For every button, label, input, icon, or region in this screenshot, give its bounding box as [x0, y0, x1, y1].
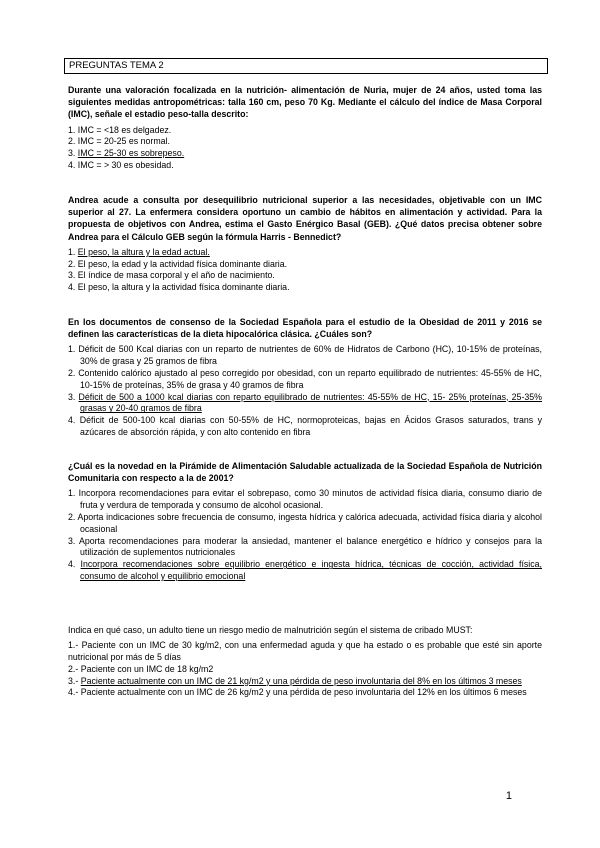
option-number: 4.: [68, 282, 76, 293]
option-number: 1.: [68, 344, 76, 355]
option-number: 2.: [68, 512, 76, 522]
option-number: 3.: [68, 148, 76, 159]
question-5: [68, 624, 542, 699]
option-text: Aporta recomendaciones para moderar la ansiedad, mantener el balance energético e hídrico y consejos para la utilización de suplementos nutricionales: [78, 535, 542, 558]
option-text: Déficit de 500 Kcal diarias con un reparto de nutrientes de 60% de Hidratos de Carbono (HC), 10-15% de proteínas, 30% de grasa y 25 gramos de fibra: [78, 344, 542, 367]
option: [68, 512, 542, 536]
option-text: IMC = 20-25 es normal.: [77, 136, 170, 147]
option: [68, 640, 542, 664]
option-text: IMC = > 30 es obesidad.: [77, 160, 174, 170]
option-text: El peso, la altura y la edad actual.: [77, 246, 210, 257]
option-text: Paciente actualmente con un IMC de 26 kg/m2 y una pérdida de peso involuntaria del 12% en los últimos 6 meses: [80, 687, 527, 698]
option: [68, 160, 542, 172]
question-1: [68, 84, 542, 172]
option-correct: [68, 559, 542, 583]
option-correct: [68, 392, 542, 416]
option-text: Déficit de 500-100 kcal diarias con 50-55% de HC, normoproteicas, bajas en Ácidos Grasos saturados, trans y azúcares de absorción rápida, y con alto contenido en fibra: [79, 415, 542, 437]
question-1-options: [68, 125, 542, 172]
option-number: 1.: [68, 488, 76, 499]
option-text: El índice de masa corporal y el año de nacimiento.: [77, 270, 275, 281]
option: [68, 488, 542, 512]
option-number: 1.: [68, 246, 76, 257]
option: [68, 664, 542, 676]
option-correct: [68, 676, 542, 688]
question-2-options: [68, 247, 542, 294]
question-4-options: [68, 488, 542, 582]
option: [68, 687, 542, 699]
option-number: 3.: [68, 535, 76, 546]
question-2: [68, 194, 542, 294]
option-number: 4.: [68, 559, 76, 570]
option: [68, 415, 542, 439]
option-text: El peso, la altura y la actividad física dominante diaria.: [77, 282, 290, 293]
question-4-text: ¿Cuál es la novedad en la Pirámide de Alimentación Saludable actualizada de la Sociedad Española de Nutrición Comunitaria con respecto a la de 2001?: [68, 461, 542, 484]
option-number: 2.: [68, 258, 76, 269]
option-number: 4.-: [68, 687, 79, 698]
option: [68, 136, 542, 148]
option-text: El peso, la edad y la actividad física dominante diaria.: [77, 258, 288, 269]
option-text: Paciente con un IMC de 18 kg/m2: [80, 663, 214, 674]
question-5-options: [68, 640, 542, 699]
option-number: 4.: [68, 415, 76, 426]
question-4: [68, 460, 542, 583]
option-text: Paciente actualmente con un IMC de 21 kg/m2 y una pérdida de peso involuntaria del 8% en los últimos 3 meses: [80, 675, 522, 686]
option-text: Aporta indicaciones sobre frecuencia de consumo, ingesta hídrica y calórica adecuada, actividad física diaria y alcohol ocasional: [77, 512, 542, 534]
page-title: PREGUNTAS TEMA 2: [64, 58, 548, 74]
option: [68, 536, 542, 560]
option-number: 2.: [68, 136, 76, 147]
option-text: Incorpora recomendaciones sobre equilibrio energético e ingesta hídrica, técnicas de cocción, actividad física, consumo de alcohol y equilibrio emocional: [80, 559, 542, 581]
option: [68, 259, 542, 271]
option-text: Contenido calórico ajustado al peso corregido por obesidad, con un reparto equilibrado de nutrientes: 45-55% de HC, 10-15% de proteínas, 35% de grasa y 40 gramos de fibra: [78, 368, 542, 390]
option-number: 3.-: [68, 675, 79, 686]
option: [68, 282, 542, 294]
question-2-text: Andrea acude a consulta por desequilibrio nutricional superior a las necesidades, objetivable con un IMC superior al 27. La enfermera considera oportuno un cambio de hábitos en alimentación y actividad. Para la propuesta de objetivos con Andrea, estima el Gasto Enérgico Basal (GEB). ¿Qué datos precisa obtener sobre Andrea para el Cálculo GEB según la fórmula Harris - Bennedict?: [68, 195, 542, 242]
option-text: Incorpora recomendaciones para evitar el sobrepaso, como 30 minutos de actividad física diaria, consumo diario de fruta y verdura de temporada y consumo de alcohol ocasional.: [78, 488, 542, 511]
question-3-text: En los documentos de consenso de la Sociedad Española para el estudio de la Obesidad de 2011 y 2016 se definen las características de la dieta hipocalórica clásica. ¿Cuáles son?: [68, 317, 542, 340]
option-text: IMC = <18 es delgadez.: [77, 124, 172, 135]
option: [68, 368, 542, 392]
question-5-text: Indica en qué caso, un adulto tiene un riesgo medio de malnutrición según el sistema de cribado MUST:: [68, 625, 473, 635]
option-correct: [68, 247, 542, 259]
option-number: 2.-: [68, 663, 79, 674]
question-3-options: [68, 344, 542, 438]
option: [68, 344, 542, 368]
option: [68, 125, 542, 137]
page-number: 1: [505, 790, 512, 802]
option-correct: [68, 148, 542, 160]
option-number: 1.-: [68, 640, 79, 651]
option-text: Paciente con un IMC de 30 kg/m2, con una enfermedad aguda y que ha estado o es probable que esté sin aporte nutricional por más de 5 días: [68, 640, 542, 662]
option-text: Déficit de 500 a 1000 kcal diarias con reparto equilibrado de nutrientes: 45-55% de HC, 15- 25% proteínas, 25-35% grasas y 20-40 gramos de fibra: [78, 391, 542, 414]
option-number: 2.: [68, 368, 76, 378]
question-1-text: Durante una valoración focalizada en la nutrición- alimentación de Nuria, mujer de 24 años, usted toma las siguientes medidas antropométricas: talla 160 cm, peso 70 Kg. Mediante el cálculo del índice de Masa Corporal (IMC), señale el estadio peso-talla descrito:: [68, 85, 542, 120]
option-number: 4.: [68, 160, 76, 170]
option-text: IMC = 25-30 es sobrepeso.: [77, 148, 185, 159]
option-number: 1.: [68, 124, 76, 135]
option-number: 3.: [68, 270, 76, 281]
option-number: 3.: [68, 391, 76, 402]
option: [68, 270, 542, 282]
question-3: [68, 316, 542, 439]
